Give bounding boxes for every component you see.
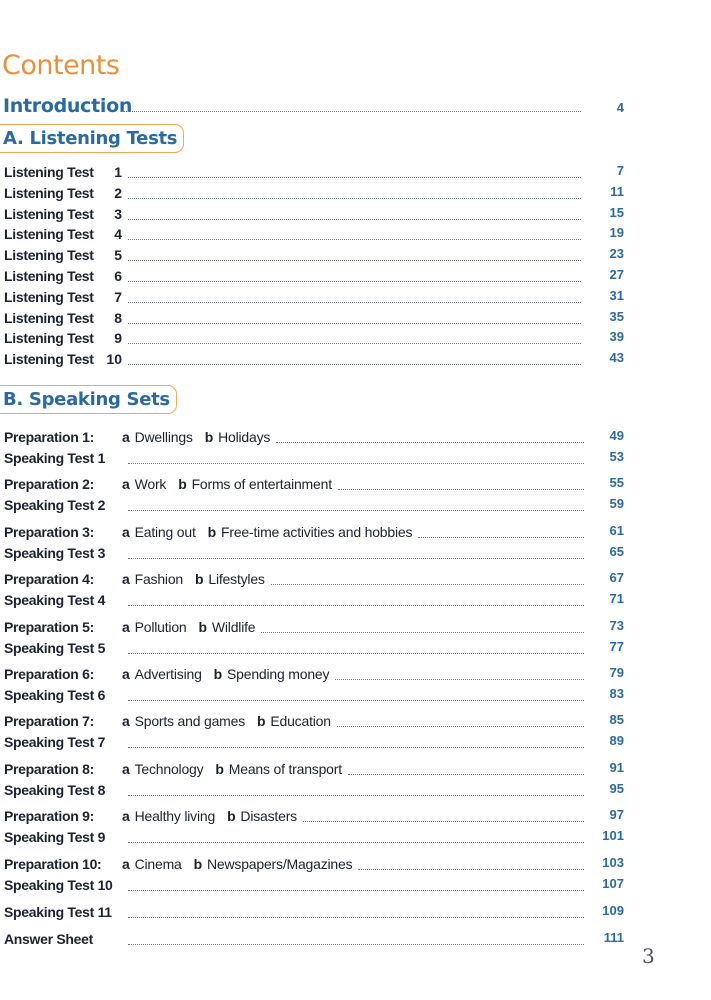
dotted-leader — [335, 679, 584, 680]
topic-a-marker: a — [122, 429, 130, 445]
dotted-leader — [128, 239, 581, 240]
speaking-test-11-page: 109 — [602, 903, 624, 918]
topic-b-marker: b — [207, 523, 217, 540]
dotted-leader — [128, 364, 581, 365]
dotted-leader — [128, 260, 581, 261]
speaking-test-label: Speaking Test 7 — [4, 734, 106, 751]
listening-test-number: 9 — [114, 330, 122, 347]
dotted-leader — [128, 700, 584, 701]
listening-test-number: 7 — [114, 288, 122, 305]
preparation-label: Preparation 3: — [4, 523, 94, 540]
listening-test-number: 6 — [114, 268, 122, 284]
preparation-label: Preparation 7: — [4, 713, 94, 730]
listening-test-page: 27 — [609, 267, 624, 282]
preparation-label: Preparation 6: — [4, 666, 94, 682]
dotted-leader — [128, 558, 584, 559]
listening-test-number: 4 — [114, 226, 122, 243]
dotted-leader — [128, 463, 584, 464]
speaking-test-label: Speaking Test 2 — [4, 497, 106, 514]
listening-test-label: Listening Test — [4, 309, 94, 326]
dotted-leader — [337, 726, 584, 727]
preparation-topics — [122, 666, 329, 682]
speaking-test-label: Speaking Test 5 — [4, 639, 106, 656]
introduction-page: 4 — [616, 100, 624, 115]
preparation-label: Preparation 4: — [4, 571, 94, 588]
listening-test-page: 19 — [609, 225, 624, 241]
preparation-page: 49 — [609, 428, 624, 443]
preparation-page: 61 — [609, 522, 624, 538]
dotted-leader — [128, 605, 584, 606]
preparation-topics — [122, 476, 332, 492]
listening-test-number: 2 — [114, 184, 122, 201]
speaking-test-page: 53 — [609, 449, 624, 464]
topic-a-marker: a — [122, 808, 130, 825]
speaking-test-page: 107 — [602, 875, 624, 891]
listening-test-number: 5 — [114, 247, 122, 264]
listening-test-label: Listening Test — [4, 205, 94, 222]
topic-a: Dwellings — [134, 429, 193, 445]
topic-a: Fashion — [134, 571, 184, 588]
dotted-leader — [128, 944, 584, 945]
speaking-test-label: Speaking Test 1 — [4, 450, 106, 466]
dotted-leader — [303, 821, 584, 822]
speaking-test-label: Speaking Test 6 — [4, 687, 106, 703]
listening-test-page: 31 — [609, 287, 624, 303]
dotted-leader — [276, 442, 584, 443]
dotted-leader — [128, 281, 581, 282]
topic-b: Forms of entertainment — [191, 476, 332, 493]
preparation-topics — [122, 713, 331, 729]
dotted-leader — [348, 774, 584, 775]
listening-test-label: Listening Test — [4, 247, 94, 264]
preparation-topics — [122, 761, 342, 777]
dotted-leader — [128, 219, 581, 220]
dotted-leader — [128, 747, 584, 748]
topic-a-marker: a — [122, 618, 130, 635]
topic-a: Pollution — [134, 618, 187, 635]
topic-a: Healthy living — [134, 808, 216, 825]
dotted-leader — [121, 111, 581, 112]
listening-test-page: 39 — [609, 329, 624, 345]
topic-b-marker: b — [195, 571, 204, 588]
topic-b-marker: b — [193, 855, 202, 872]
page-number: 3 — [642, 944, 655, 968]
dotted-leader — [128, 323, 581, 324]
speaking-test-label: Speaking Test 8 — [4, 781, 106, 798]
topic-a-marker: a — [122, 476, 130, 493]
speaking-test-page: 59 — [609, 496, 624, 512]
topic-b-marker: b — [227, 808, 236, 825]
dotted-leader — [128, 177, 581, 178]
speaking-test-page: 95 — [609, 780, 624, 796]
topic-b: Lifestyles — [208, 571, 265, 588]
dotted-leader — [128, 795, 584, 796]
preparation-page: 79 — [609, 665, 624, 680]
section-heading-speaking: B. Speaking Sets — [0, 385, 177, 414]
preparation-label: Preparation 2: — [4, 476, 94, 493]
listening-test-label: Listening Test — [4, 164, 94, 180]
topic-b-marker: b — [204, 429, 214, 445]
dotted-leader — [128, 302, 581, 303]
topic-a: Cinema — [134, 855, 182, 872]
preparation-label: Preparation 10: — [4, 855, 102, 872]
topic-a-marker: a — [122, 760, 130, 777]
dotted-leader — [128, 653, 584, 654]
topic-b-marker: b — [257, 713, 266, 730]
topic-a-marker: a — [122, 523, 130, 540]
topic-b: Disasters — [240, 808, 297, 825]
speaking-test-page: 65 — [609, 543, 624, 559]
listening-test-number: 1 — [114, 164, 122, 180]
topic-b: Newspapers/Magazines — [207, 855, 353, 872]
listening-test-label: Listening Test — [4, 351, 94, 368]
listening-test-page: 7 — [616, 163, 624, 178]
section-heading-listening: A. Listening Tests — [0, 124, 184, 153]
answer-sheet-label: Answer Sheet — [4, 931, 93, 947]
topic-b: Free-time activities and hobbies — [221, 523, 413, 540]
dotted-leader — [128, 842, 584, 843]
topic-b-marker: b — [215, 760, 224, 777]
preparation-topics — [122, 808, 297, 824]
speaking-test-page: 83 — [609, 686, 624, 701]
preparation-page: 85 — [609, 712, 624, 728]
listening-test-label: Listening Test — [4, 184, 94, 201]
dotted-leader — [128, 510, 584, 511]
speaking-test-label: Speaking Test 3 — [4, 544, 106, 561]
topic-a: Eating out — [134, 523, 196, 540]
topic-a-marker: a — [122, 571, 130, 588]
dotted-leader — [128, 343, 581, 344]
preparation-label: Preparation 8: — [4, 760, 94, 777]
speaking-test-page: 77 — [609, 638, 624, 654]
topic-b: Education — [270, 713, 331, 730]
dotted-leader — [358, 869, 584, 870]
dotted-leader — [128, 890, 584, 891]
speaking-test-label: Speaking Test 9 — [4, 829, 106, 846]
topic-a: Advertising — [134, 666, 202, 682]
preparation-label: Preparation 9: — [4, 808, 94, 825]
topic-b-marker: b — [213, 666, 223, 682]
dotted-leader — [128, 917, 584, 918]
listening-test-page: 23 — [609, 246, 624, 262]
listening-test-label: Listening Test — [4, 330, 94, 347]
listening-test-label: Listening Test — [4, 268, 94, 284]
topic-a-marker: a — [122, 855, 130, 872]
dotted-leader — [418, 537, 584, 538]
preparation-topics — [122, 619, 255, 635]
listening-test-page: 35 — [609, 308, 624, 324]
speaking-test-11-label: Speaking Test 11 — [4, 904, 112, 920]
topic-a-marker: a — [122, 666, 130, 682]
topic-b: Wildlife — [211, 618, 256, 635]
dotted-leader — [271, 584, 584, 585]
dotted-leader — [338, 489, 584, 490]
topic-b: Means of transport — [228, 760, 342, 777]
preparation-page: 97 — [609, 807, 624, 823]
preparation-topics — [122, 856, 352, 872]
page-title: Contents — [2, 50, 120, 81]
preparation-topics — [122, 429, 270, 445]
speaking-test-page: 71 — [609, 591, 624, 607]
dotted-leader — [128, 198, 581, 199]
topic-b-marker: b — [178, 476, 187, 493]
preparation-page: 55 — [609, 475, 624, 491]
listening-test-number: 8 — [114, 309, 122, 326]
answer-sheet-page: 111 — [603, 930, 624, 945]
preparation-topics — [122, 524, 412, 540]
topic-a: Technology — [134, 760, 204, 777]
topic-b: Spending money — [227, 666, 330, 682]
speaking-test-page: 89 — [609, 733, 624, 749]
speaking-test-label: Speaking Test 4 — [4, 592, 106, 609]
topic-a: Work — [134, 476, 167, 493]
topic-b-marker: b — [198, 618, 207, 635]
preparation-label: Preparation 1: — [4, 429, 94, 445]
topic-a: Sports and games — [134, 713, 246, 730]
preparation-page: 91 — [609, 759, 624, 775]
preparation-page: 103 — [602, 854, 624, 870]
topic-b: Holidays — [218, 429, 271, 445]
listening-test-page: 43 — [609, 350, 624, 366]
dotted-leader — [261, 632, 584, 633]
listening-test-label: Listening Test — [4, 288, 94, 305]
speaking-test-label: Speaking Test 10 — [4, 876, 113, 893]
preparation-page: 73 — [609, 617, 624, 633]
preparation-topics — [122, 571, 265, 587]
preparation-label: Preparation 5: — [4, 618, 94, 635]
introduction-label: Introduction — [3, 95, 133, 117]
preparation-page: 67 — [609, 570, 624, 586]
topic-a-marker: a — [122, 713, 130, 730]
listening-test-label: Listening Test — [4, 226, 94, 243]
listening-test-page: 11 — [610, 183, 624, 199]
listening-test-number: 10 — [106, 351, 122, 368]
listening-test-page: 15 — [609, 204, 624, 220]
listening-test-number: 3 — [114, 205, 122, 222]
speaking-test-page: 101 — [602, 828, 624, 844]
